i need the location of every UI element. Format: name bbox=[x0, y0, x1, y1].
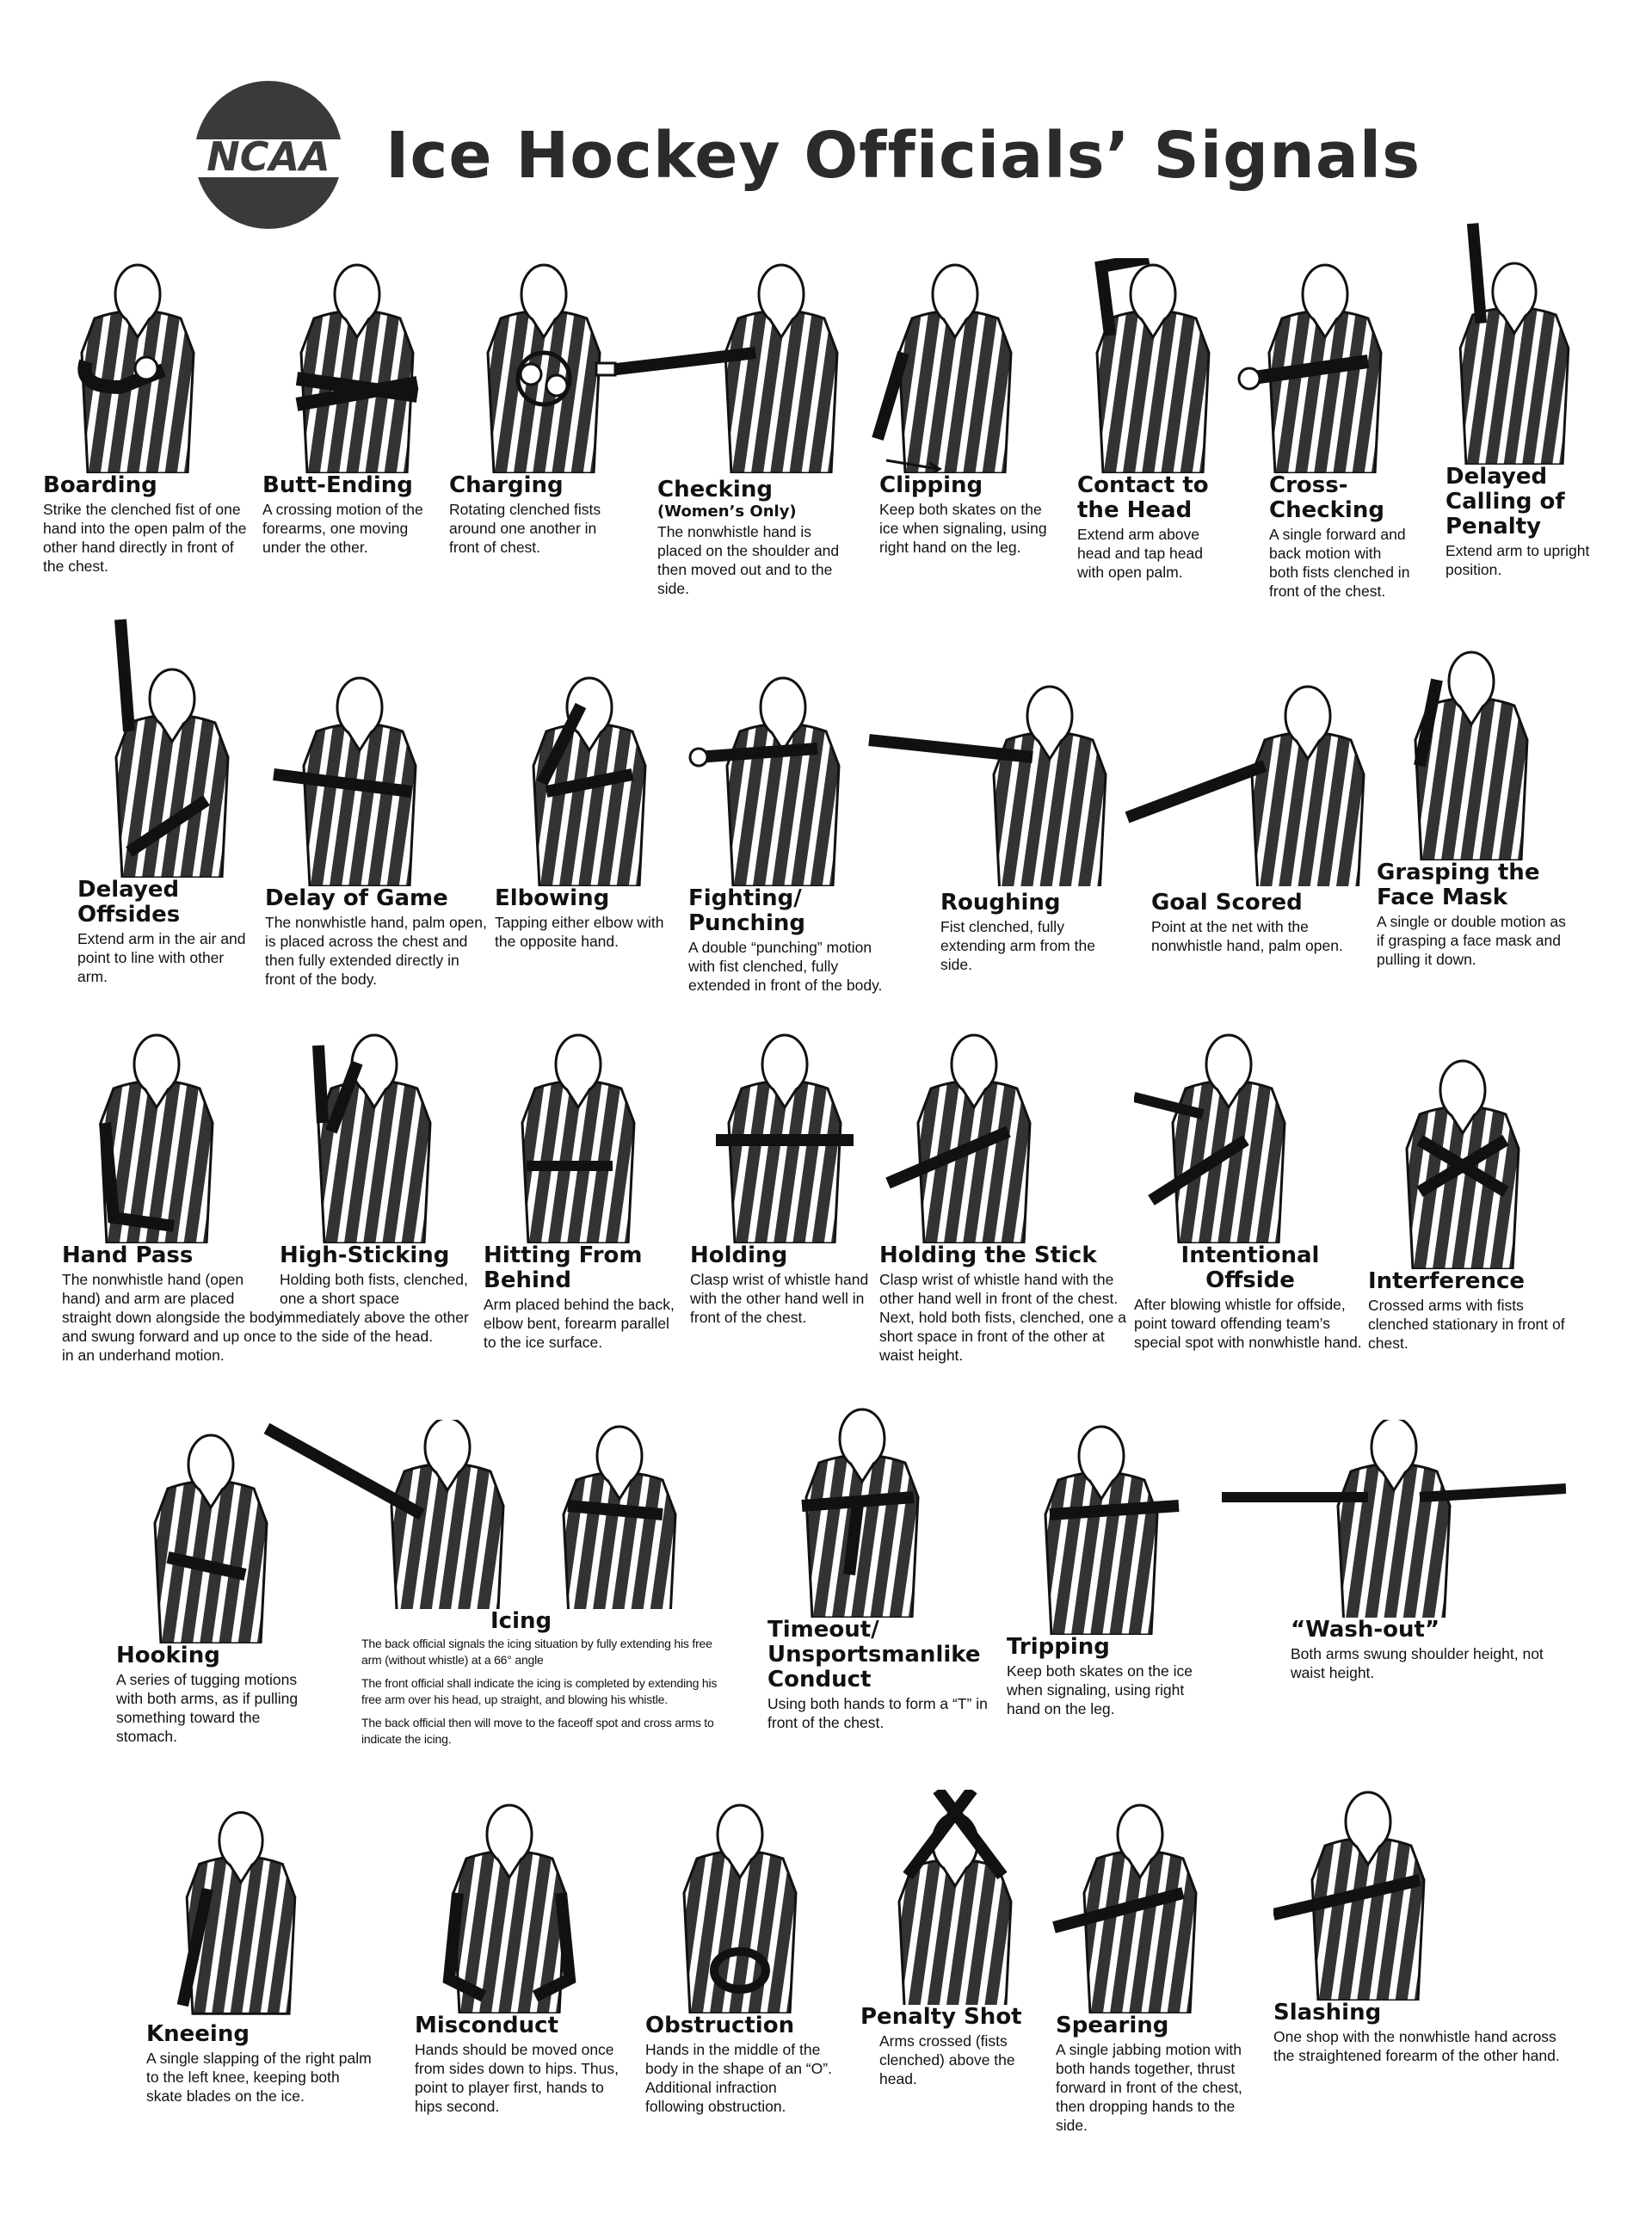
signal-subtitle: (Women’s Only) bbox=[657, 503, 797, 521]
signal-description: Fist clenched, fully extending arm from the side. bbox=[940, 918, 1095, 973]
signal-description: A crossing motion of the forearms, one moving under the other. bbox=[262, 501, 423, 556]
signal-hand-pass bbox=[62, 1028, 286, 1365]
slashing-figure-illustration bbox=[1273, 1785, 1463, 2001]
signal-timeout bbox=[767, 1403, 1000, 1732]
signal-title: High-Sticking bbox=[280, 1242, 450, 1268]
signal-title: Cross-Checking bbox=[1269, 472, 1384, 523]
elbowing-figure-illustration bbox=[495, 671, 684, 886]
signal-butt-ending bbox=[262, 258, 447, 557]
signal-title: Penalty Shot bbox=[860, 2004, 1022, 2030]
signal-title: Delayed Calling of Penalty bbox=[1446, 464, 1565, 540]
signal-description: The nonwhistle hand (open hand) and arm are placed straight down alongside the body and swung forward and up once in an underhand motion. bbox=[62, 1271, 282, 1364]
signal-clipping bbox=[860, 258, 1058, 557]
signal-boarding bbox=[43, 258, 250, 576]
signal-description: Extend arm to upright position. bbox=[1446, 542, 1590, 578]
signal-description: The nonwhistle hand, palm open, is placed across the chest and then fully extended directly in front of the body. bbox=[265, 914, 487, 988]
signal-title: Boarding bbox=[43, 472, 157, 498]
hand-pass-figure-illustration bbox=[62, 1028, 251, 1243]
signal-title: Hooking bbox=[116, 1643, 220, 1668]
timeout-figure-illustration bbox=[767, 1403, 957, 1618]
signal-title: Charging bbox=[449, 472, 564, 498]
signal-interference bbox=[1368, 1054, 1583, 1353]
roughing-figure-illustration bbox=[860, 671, 1144, 886]
signal-title: Roughing bbox=[940, 890, 1061, 916]
header bbox=[191, 77, 1482, 250]
signal-title: Holding bbox=[690, 1242, 788, 1268]
signal-spearing bbox=[1045, 1798, 1269, 2135]
signal-description: A double “punching” motion with fist clenched, fully extended in front of the body. bbox=[688, 939, 883, 994]
penalty-shot-figure-illustration bbox=[860, 1790, 1050, 2005]
signal-title: Misconduct bbox=[415, 2013, 559, 2038]
logo-text: NCAA bbox=[206, 133, 330, 180]
signal-description: A single or double motion as if grasping a face mask and pulling it down. bbox=[1377, 913, 1566, 968]
signal-roughing bbox=[860, 671, 1127, 974]
signal-description: Using both hands to form a “T” in front of the chest. bbox=[767, 1695, 988, 1731]
fighting-figure-illustration bbox=[688, 671, 878, 886]
signal-title: Contact to the Head bbox=[1077, 472, 1209, 523]
icing-paragraph: The back official signals the icing situation by fully extending his free arm (without whistle) at a 66° angle bbox=[361, 1637, 712, 1667]
signal-title: Slashing bbox=[1273, 2000, 1382, 2025]
tripping-figure-illustration bbox=[1007, 1420, 1196, 1635]
signal-delayed-offsides bbox=[77, 602, 258, 986]
intentional-offside-figure-illustration bbox=[1134, 1028, 1323, 1243]
signal-title: Icing bbox=[490, 1608, 552, 1634]
signal-high-sticking bbox=[280, 1028, 473, 1346]
signal-description: Clasp wrist of whistle hand with the other hand well in front of the chest. bbox=[690, 1271, 869, 1326]
signal-title: Delay of Game bbox=[265, 885, 448, 911]
signal-description: One shop with the nonwhistle hand across the straightened forearm of the other hand. bbox=[1273, 2028, 1560, 2064]
page-title: Ice Hockey Officials’ Signals bbox=[385, 119, 1421, 193]
signal-description: Hands in the middle of the body in the shape of an “O”. Additional infraction following obstruction. bbox=[645, 2041, 832, 2115]
signal-description: Arms crossed (fists clenched) above the head. bbox=[879, 2032, 1015, 2087]
signal-icing bbox=[250, 1420, 731, 1754]
signal-title: Checking bbox=[657, 477, 773, 503]
signal-title: “Wash-out” bbox=[1291, 1617, 1440, 1643]
delayed-offsides-figure-illustration bbox=[77, 602, 267, 878]
signal-description: Strike the clenched fist of one hand into the open palm of the other hand directly in front of the chest. bbox=[43, 501, 247, 575]
signal-title: Tripping bbox=[1007, 1634, 1110, 1660]
signal-title: Hitting From Behind bbox=[484, 1242, 643, 1293]
signal-description: Crossed arms with fists clenched stationary in front of chest. bbox=[1368, 1297, 1565, 1352]
kneeing-figure-illustration bbox=[146, 1773, 336, 2022]
signal-description: Clasp wrist of whistle hand with the other hand well in front of the chest. Next, hold both fists, clenched, one a short space in front of the other at waist height. bbox=[879, 1271, 1126, 1364]
signal-cross-checking bbox=[1230, 258, 1411, 601]
signal-description: Extend arm in the air and point to line with other arm. bbox=[77, 930, 246, 985]
delayed-penalty-figure-illustration bbox=[1420, 215, 1609, 465]
signal-face-mask bbox=[1377, 645, 1575, 969]
signal-goal-scored bbox=[1119, 671, 1377, 955]
signal-description: Holding both fists, clenched, one a short space immediately above the other to the side of the head. bbox=[280, 1271, 469, 1345]
signal-description: Keep both skates on the ice when signaling, using right hand on the leg. bbox=[1007, 1662, 1193, 1717]
signal-title: Spearing bbox=[1056, 2013, 1169, 2038]
signal-contact-head bbox=[1058, 258, 1230, 582]
signal-title: Kneeing bbox=[146, 2021, 250, 2047]
signal-delayed-penalty bbox=[1420, 215, 1635, 579]
signal-description: A series of tugging motions with both arms, as if pulling something toward the stomach. bbox=[116, 1671, 299, 1745]
signal-title: Elbowing bbox=[495, 885, 610, 911]
signal-tripping bbox=[1007, 1420, 1222, 1718]
signal-title: Timeout/ Unsportsmanlike Conduct bbox=[767, 1617, 981, 1692]
signal-slashing bbox=[1273, 1785, 1566, 2065]
signal-checking bbox=[592, 258, 859, 598]
butt-ending-figure-illustration bbox=[262, 258, 452, 473]
contact-head-figure-illustration bbox=[1058, 258, 1248, 473]
high-sticking-figure-illustration bbox=[280, 1028, 469, 1243]
signal-holding-stick bbox=[879, 1028, 1129, 1365]
signal-title: Grasping the Face Mask bbox=[1377, 860, 1540, 910]
signal-description: A single forward and back motion with both fists clenched in front of the chest. bbox=[1269, 526, 1410, 600]
delay-game-figure-illustration bbox=[265, 671, 454, 886]
icing-description bbox=[250, 1636, 723, 1748]
signal-title: Interference bbox=[1368, 1268, 1526, 1294]
signal-obstruction bbox=[645, 1798, 835, 2116]
signal-penalty-shot bbox=[860, 1790, 1041, 2088]
signal-title: Clipping bbox=[879, 472, 983, 498]
signal-description: A single slapping of the right palm to the left knee, keeping both skate blades on the ice. bbox=[146, 2050, 372, 2105]
icing-figure-illustration bbox=[250, 1420, 731, 1609]
spearing-figure-illustration bbox=[1045, 1798, 1235, 2013]
signal-description: The nonwhistle hand is placed on the shoulder and then moved out and to the side. bbox=[657, 523, 840, 597]
signal-description: A single jabbing motion with both hands together, thrust forward in front of the chest, then dropping hands to the side. bbox=[1056, 2041, 1242, 2134]
hitting-behind-figure-illustration bbox=[484, 1028, 673, 1243]
ncaa-logo bbox=[191, 77, 346, 232]
boarding-figure-illustration bbox=[43, 258, 232, 473]
signal-title: Fighting/ Punching bbox=[688, 885, 806, 936]
misconduct-figure-illustration bbox=[415, 1798, 604, 2013]
clipping-figure-illustration bbox=[860, 258, 1050, 473]
signal-title: Goal Scored bbox=[1151, 890, 1303, 916]
signal-description: Tapping either elbow with the opposite hand. bbox=[495, 914, 664, 950]
signal-holding bbox=[690, 1028, 871, 1327]
signal-kneeing bbox=[146, 1773, 379, 2106]
signal-hitting-behind bbox=[484, 1028, 681, 1352]
signal-title: Butt-Ending bbox=[262, 472, 413, 498]
cross-checking-figure-illustration bbox=[1230, 258, 1420, 473]
signal-wash-out bbox=[1222, 1420, 1566, 1682]
holding-figure-illustration bbox=[690, 1028, 879, 1243]
obstruction-figure-illustration bbox=[645, 1798, 835, 2013]
signal-description: Rotating clenched fists around one another in front of chest. bbox=[449, 501, 601, 556]
signal-description: Keep both skates on the ice when signaling, using right hand on the leg. bbox=[879, 501, 1047, 556]
signal-elbowing bbox=[495, 671, 667, 951]
icing-paragraph: The back official then will move to the faceoff spot and cross arms to indicate the icing. bbox=[361, 1716, 714, 1746]
interference-figure-illustration bbox=[1368, 1054, 1557, 1269]
signal-title: Delayed Offsides bbox=[77, 877, 181, 928]
signal-description: After blowing whistle for offside, point toward offending team’s special spot with nonwhistle hand. bbox=[1134, 1296, 1362, 1351]
face-mask-figure-illustration bbox=[1377, 645, 1566, 860]
checking-figure-illustration bbox=[592, 258, 876, 473]
signal-description: Arm placed behind the back, elbow bent, forearm parallel to the ice surface. bbox=[484, 1296, 675, 1351]
signal-description: Extend arm above head and tap head with open palm. bbox=[1077, 526, 1203, 581]
goal-scored-figure-illustration bbox=[1119, 671, 1402, 886]
icing-paragraph: The front official shall indicate the icing is completed by extending his free arm over his head, up straight, and blowing his whistle. bbox=[361, 1676, 718, 1706]
signal-description: Both arms swung shoulder height, not waist height. bbox=[1291, 1645, 1544, 1681]
signal-misconduct bbox=[415, 1798, 621, 2116]
signal-title: Holding the Stick bbox=[879, 1242, 1097, 1268]
signal-intentional-offside bbox=[1134, 1028, 1366, 1352]
signal-description: Hands should be moved once from sides down to hips. Thus, point to player first, hands to hips second. bbox=[415, 2041, 620, 2115]
signal-title: Hand Pass bbox=[62, 1242, 194, 1268]
signal-title: Obstruction bbox=[645, 2013, 795, 2038]
signal-description: Point at the net with the nonwhistle hand, palm open. bbox=[1151, 918, 1343, 954]
signal-title: Intentional Offside bbox=[1180, 1242, 1320, 1293]
signal-delay-game bbox=[265, 671, 493, 989]
wash-out-figure-illustration bbox=[1222, 1420, 1566, 1618]
holding-stick-figure-illustration bbox=[879, 1028, 1069, 1243]
